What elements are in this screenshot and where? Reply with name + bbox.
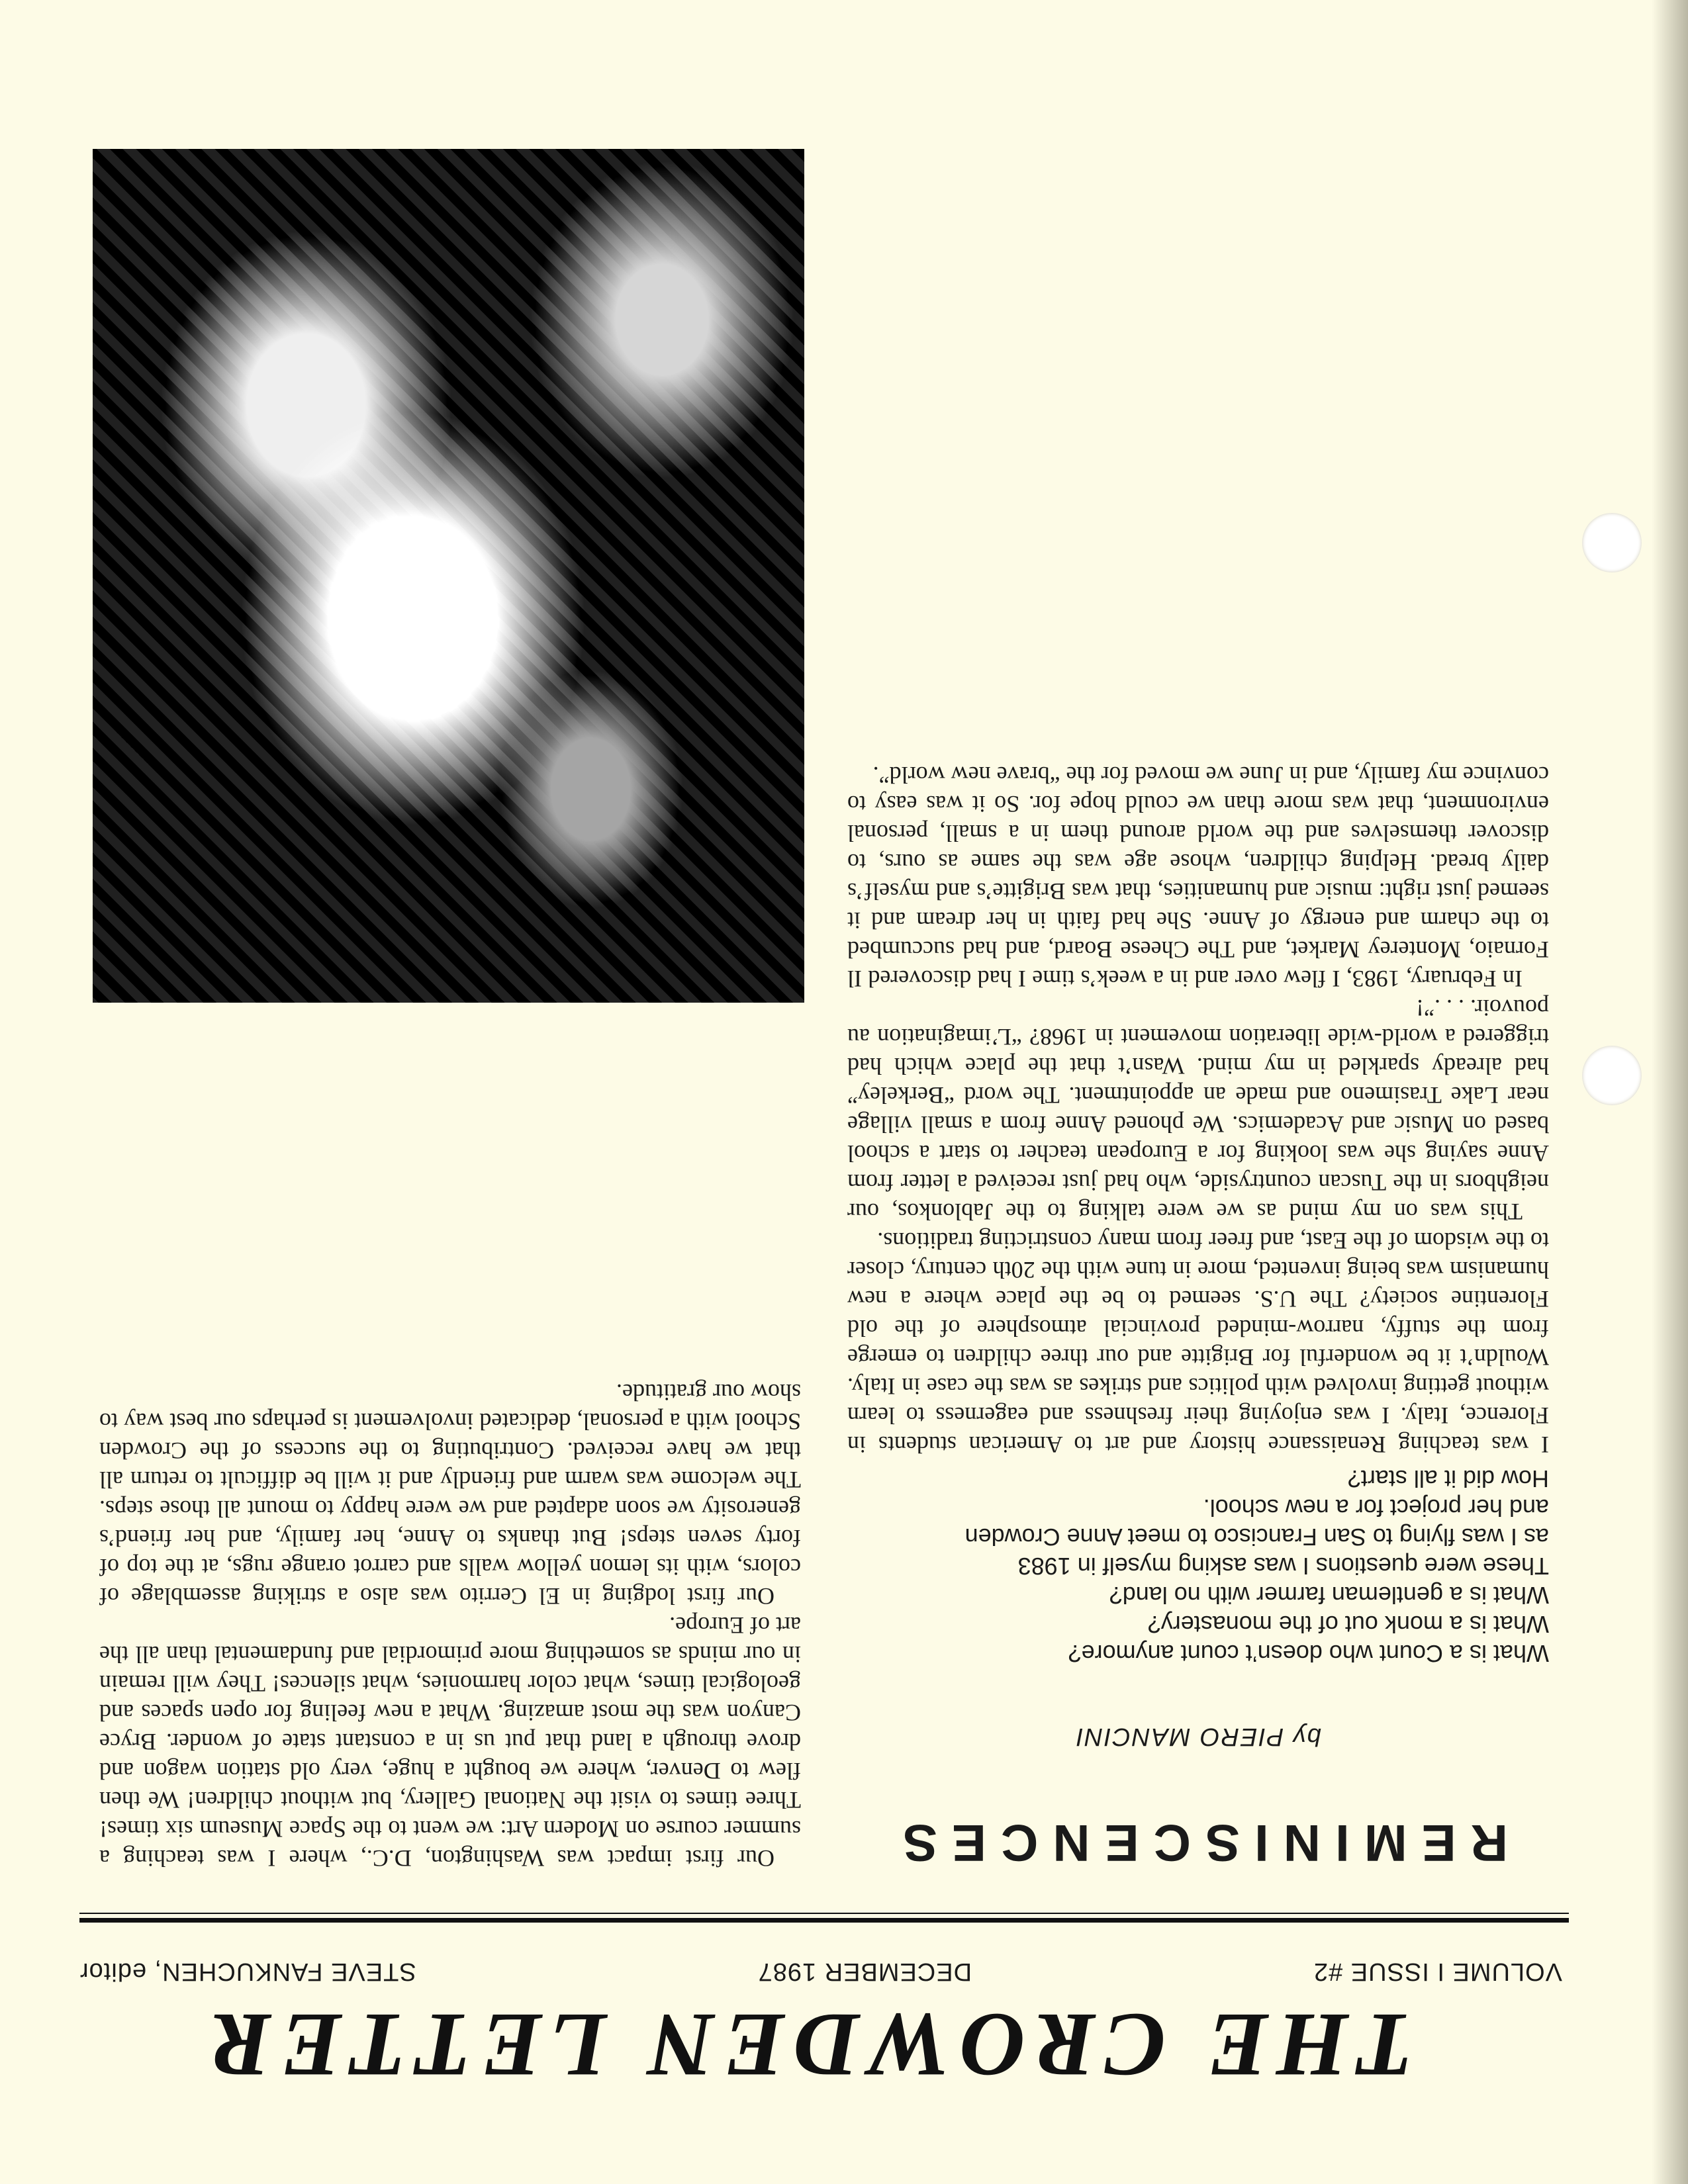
- newsletter-masthead: THE CROWDEN LETTER: [201, 1995, 1414, 2096]
- issue-date: DECEMBER 1987: [757, 1958, 972, 1985]
- paragraph: In February, 1983, I flew over and in a week’s time I had discovered Il Fornaio, Monterey Market, and The Cheese Board, and had succumbed to the charm and energy of Anne. She had faith in her dream and it seemed just right: music and humanities, that was Brigitte’s and myself’s daily bread. Helping children, whose age was the same as ours, to discover themselves and the world around them in a small, personal environment, that was more than we could hope for. So it was easy to convince my family, and in June we moved for the “brave new world”.: [847, 762, 1549, 992]
- intro-line: These were questions I was asking myself in 1983: [1017, 1553, 1549, 1580]
- intro-line: as I was flying to San Francisco to meet Anne Crowden: [964, 1524, 1549, 1551]
- article-byline: by PIERO MANCINI: [1075, 1723, 1321, 1751]
- paragraph: Our first impact was Washington, D.C., where I was teaching a summer course on Modern Art: we went to the Space Museum six times! Three times to visit the National Gallery, but without children! We then flew to Denver, where we bought a huge, very old station wagon and drove through a land that put us in a constant state of wonder. Bryce Canyon was the most amazing. What a new feeling for open spaces and geological times, what color harmonies, what silences! They will remain in our minds as something more primordial and fundamental than all the art of Europe.: [99, 1612, 801, 1872]
- article-column-left: [847, 760, 1549, 1459]
- article-column-right: [99, 1378, 801, 1873]
- punch-hole-top: [1582, 1046, 1642, 1105]
- intro-line: How did it all start?: [1347, 1465, 1549, 1492]
- intro-line: and her project for a new school.: [1203, 1494, 1549, 1522]
- intro-line: What is a gentleman farmer with no land?: [1109, 1582, 1549, 1609]
- paragraph: I was teaching Renaissance history and art to American students in Florence, Italy. I was enjoying their freshness and eagerness to learn without getting involved with politics and strikes as was the case in Italy. Wouldn’t it be wonderful for Brigitte and our three children to emerge from the stuffy, narrow-minded provincial atmosphere of the old Florentine society? The U.S. seemed to be the place where a new humanism was being invented, more in tune with the 20th century, closer to the wisdom of the East, and freer from many constricting traditions.: [847, 1228, 1549, 1458]
- article-title: REMINISCENCES: [888, 1814, 1509, 1872]
- masthead-rule-thin: [79, 1913, 1569, 1914]
- punch-hole-bottom: [1582, 513, 1642, 572]
- intro-line: What is a Count who doesn’t count anymore?: [1068, 1640, 1549, 1667]
- issue-number: VOLUME I ISSUE #2: [1313, 1958, 1562, 1985]
- article-intro: [847, 1464, 1549, 1668]
- intro-line: What is a monk out of the monastery?: [1147, 1611, 1549, 1638]
- paragraph: Our first lodging in El Cerrito was also a striking assemblage of colors, with its lemon yellow walls and carrot orange rugs, at the top of forty seven steps! But thanks to Anne, her family, and her friend’s generosity we soon adapted and we were happy to mount all those steps. The welcome was warm and friendly and it will be difficult to return all that we have received. Contributing to the success of the Crowden School with a personal, dedicated involvement is perhaps our best way to show our gratitude.: [99, 1379, 801, 1610]
- scan-edge-shadow: [1652, 0, 1688, 2184]
- paragraph: This was on my mind as we were talking to the Jablonkos, our neighbors in the Tuscan countryside, who had just received a letter from Anne saying she was looking for a European teacher to start a school based on Music and Academics. We phoned Anne from a small village near Lake Trasimeno and made an appointment. The word “Berkeley” had already sparkled in my mind. Wasn’t that the place which had triggered a world-wide liberation movement in 1968? “L’imagination au pouvoir. . . .”!: [847, 995, 1549, 1225]
- masthead-rule: [79, 1918, 1569, 1923]
- issue-line: [79, 1957, 1562, 1985]
- article-photo: [93, 149, 804, 1003]
- editor-credit: STEVE FANKUCHEN, editor: [79, 1958, 416, 1985]
